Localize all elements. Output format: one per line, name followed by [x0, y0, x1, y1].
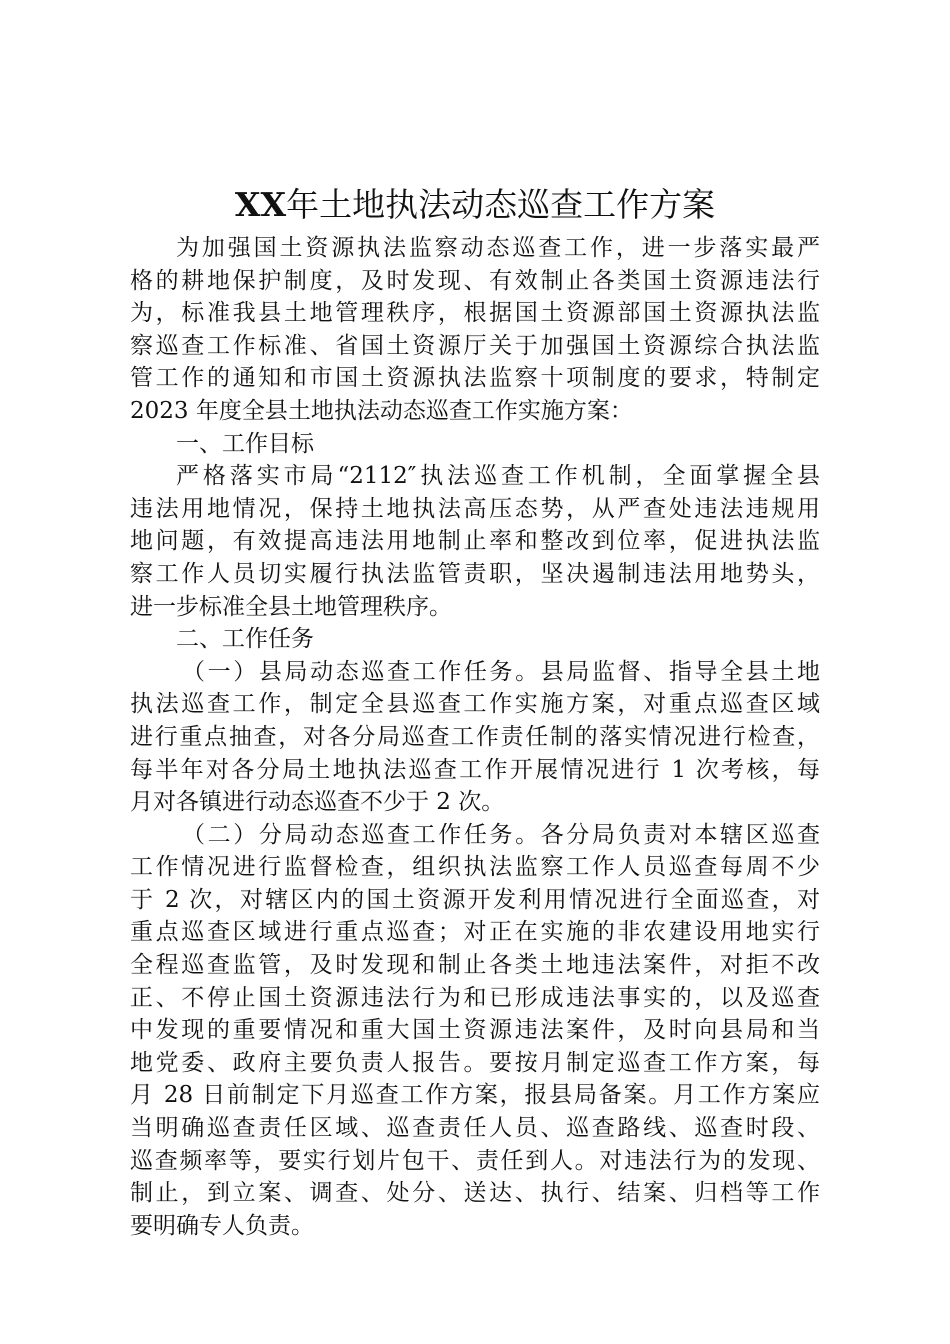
- document-title: [130, 183, 820, 227]
- paragraph-line: 地党委、政府主要负责人报告。要按月制定巡查工作方案，每: [130, 1049, 820, 1076]
- document-body: [130, 232, 820, 1242]
- paragraph-line: 月 28 日前制定下月巡查工作方案，报县局备案。月工作方案应: [130, 1082, 820, 1109]
- paragraph-line: 执法巡查工作，制定全县巡查工作实施方案，对重点巡查区域: [130, 691, 820, 718]
- paragraph-line: 察工作人员切实履行执法监管责职，坚决遏制违法用地势头，: [130, 560, 820, 587]
- title-prefix: XX: [234, 185, 287, 224]
- paragraph-line: 月对各镇进行动态巡查不少于 2 次。: [130, 789, 505, 816]
- paragraph-line: 2023 年度全县土地执法动态巡查工作实施方案：: [130, 397, 633, 424]
- paragraph-line: 要明确专人负责。: [130, 1212, 314, 1239]
- paragraph-line: 中发现的重要情况和重大国土资源违法案件，及时向县局和当: [130, 1017, 820, 1044]
- section-heading: 二、工作任务: [176, 626, 314, 653]
- paragraph-line: 工作情况进行监督检查，组织执法监察工作人员巡查每周不少: [130, 854, 820, 881]
- paragraph-line: 察巡查工作标准、省国土资源厅关于加强国土资源综合执法监: [130, 332, 820, 359]
- paragraph-line: 当明确巡查责任区域、巡查责任人员、巡查路线、巡查时段、: [130, 1115, 820, 1142]
- title-text: 年土地执法动态巡查工作方案: [286, 185, 716, 224]
- paragraph-line: 重点巡查区域进行重点巡查；对正在实施的非农建设用地实行: [130, 919, 820, 946]
- paragraph-line: 于 2 次，对辖区内的国土资源开发利用情况进行全面巡查，对: [130, 886, 820, 913]
- paragraph-line: 制止，到立案、调查、处分、送达、执行、结案、归档等工作: [130, 1180, 820, 1207]
- paragraph-line: 为加强国土资源执法监察动态巡查工作，进一步落实最严: [176, 235, 820, 261]
- paragraph-line: 格的耕地保护制度，及时发现、有效制止各类国土资源违法行: [130, 267, 820, 294]
- paragraph-line: （一）县局动态巡查工作任务。县局监督、指导全县土地: [182, 658, 820, 685]
- paragraph-line: 每半年对各分局土地执法巡查工作开展情况进行 1 次考核，每: [130, 756, 820, 783]
- paragraph-line: 违法用地情况，保持土地执法高压态势，从严查处违法违规用: [130, 495, 820, 522]
- paragraph-line: 全程巡查监管，及时发现和制止各类土地违法案件，对拒不改: [130, 952, 820, 979]
- section-heading: 一、工作目标: [176, 430, 314, 457]
- paragraph-line: 正、不停止国土资源违法行为和已形成违法事实的，以及巡查: [130, 984, 820, 1011]
- paragraph-line: 巡查频率等，要实行划片包干、责任到人。对违法行为的发现、: [130, 1147, 820, 1174]
- paragraph-line: 地问题，有效提高违法用地制止率和整改到位率，促进执法监: [130, 528, 820, 555]
- paragraph-line: 严格落实市局“2112″执法巡查工作机制，全面掌握全县: [176, 463, 820, 490]
- paragraph-line: （二）分局动态巡查工作任务。各分局负责对本辖区巡查: [182, 821, 820, 848]
- paragraph-line: 进一步标准全县土地管理秩序。: [130, 593, 452, 620]
- paragraph-line: 管工作的通知和市国土资源执法监察十项制度的要求，特制定: [130, 365, 820, 392]
- paragraph-line: 进行重点抽查，对各分局巡查工作责任制的落实情况进行检查，: [130, 723, 820, 750]
- paragraph-line: 为，标准我县土地管理秩序，根据国土资源部国土资源执法监: [130, 300, 820, 327]
